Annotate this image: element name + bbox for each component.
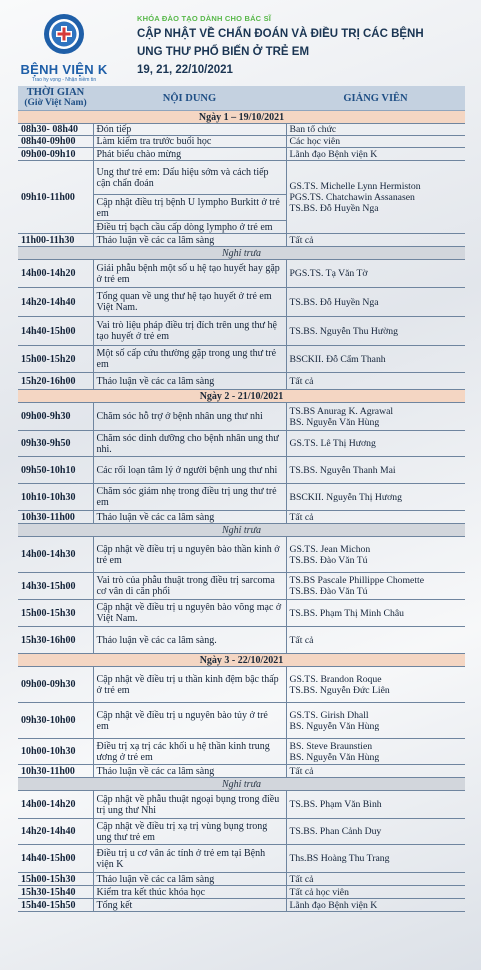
session-content: Thảo luận về các ca lâm sàng. [93, 627, 286, 654]
session-lecturer: TS.BS. Phạm Thị Minh Châu [286, 600, 465, 627]
session-lecturer: BS. Nguyễn Văn Hùng [289, 720, 380, 732]
day-2-label: Ngày 2 - 21/10/2021 [18, 390, 465, 403]
session-lecturer: TS.BS. Đào Văn Tú [289, 554, 368, 566]
session-content: Chăm sóc dinh dưỡng cho bệnh nhân ung thư nhi. [93, 431, 286, 457]
table-row [18, 346, 465, 373]
lunch-break-label: Nghỉ trưa [18, 778, 465, 791]
session-time: 15h00-15h20 [18, 346, 93, 373]
time-column-header: THỜI GIAN (Giờ Việt Nam) [18, 86, 93, 111]
session-time: 08h30- 08h40 [18, 124, 93, 136]
table-row [18, 703, 465, 739]
session-time: 10h30-11h00 [18, 765, 93, 778]
day-1-label: Ngày 1 – 19/10/2021 [18, 111, 465, 124]
lunch-break-label: Nghỉ trưa [18, 247, 465, 260]
session-lecturer: TS.BS Pascale Phillippe Chomette [289, 575, 425, 586]
session-lecturer: Tất cả [286, 873, 465, 886]
session-time: 14h20-14h40 [18, 819, 93, 845]
session-content: Cập nhật điều trị bệnh U lympho Burkitt ở trẻ em [93, 195, 286, 221]
session-lecturer: GS.TS. Brandon Roque [289, 673, 382, 685]
table-row [18, 403, 465, 431]
session-content: Cập nhật về điều trị u nguyên bào võng mạc ở Việt Nam. [93, 600, 286, 627]
time-zone-note: (Giờ Việt Nam) [24, 98, 87, 108]
session-content: Thảo luận về các ca lâm sàng [93, 234, 286, 247]
session-time: 14h00-14h20 [18, 791, 93, 819]
session-content: Chăm sóc hỗ trợ ở bệnh nhân ung thư nhi [93, 403, 286, 431]
session-time: 11h00-11h30 [18, 234, 93, 247]
session-time: 14h30-15h00 [18, 573, 93, 600]
session-content: Điều trị bạch cầu cấp dòng lympho ở trẻ em [93, 221, 286, 234]
table-row [18, 845, 465, 873]
session-content: Thảo luận về các ca lâm sàng [93, 765, 286, 778]
session-content: Đón tiếp [93, 124, 286, 136]
session-content: Vai trò của phẫu thuật trong điều trị sarcoma cơ vân di căn phổi [93, 573, 286, 600]
session-time: 08h40-09h00 [18, 136, 93, 148]
table-row [18, 573, 465, 600]
session-lecturer: GS.TS. Jean Michon [289, 543, 371, 555]
session-content: Các rối loạn tâm lý ở người bệnh ung thư nhi [93, 457, 286, 484]
table-row [18, 484, 465, 511]
table-row [18, 511, 465, 524]
session-time: 14h00-14h30 [18, 537, 93, 573]
session-content: Chăm sóc giảm nhẹ trong điều trị ung thư trẻ em [93, 484, 286, 511]
table-row [18, 161, 465, 195]
session-time: 15h20-16h00 [18, 373, 93, 390]
session-time: 15h30-16h00 [18, 627, 93, 654]
table-row [18, 317, 465, 346]
session-time: 15h00-15h30 [18, 873, 93, 886]
schedule-table [18, 86, 465, 912]
table-row [18, 136, 465, 148]
table-row [18, 886, 465, 899]
session-time: 10h10-10h30 [18, 484, 93, 511]
session-lecturer: Tất cả [286, 234, 465, 247]
session-time: 09h00-9h30 [18, 403, 93, 431]
session-content: Ung thư trẻ em: Dấu hiệu sớm và cách tiếp cận chẩn đoán [93, 161, 286, 195]
session-time: 14h40-15h00 [18, 845, 93, 873]
course-subtitle: KHÓA ĐÀO TẠO DÀNH CHO BÁC SĨ [137, 14, 272, 23]
session-time: 14h00-14h20 [18, 260, 93, 288]
session-lecturer: Tất cả học viên [286, 886, 465, 899]
day-1-header-row [18, 111, 465, 124]
lecturer-column-header: GIẢNG VIÊN [286, 86, 465, 111]
session-lecturer: GS.TS. Lê Thị Hương [286, 431, 465, 457]
session-lecturer: BSCKII. Đỗ Cẩm Thanh [286, 346, 465, 373]
session-lecturer: Tất cả [286, 627, 465, 654]
session-time: 09h30-9h50 [18, 431, 93, 457]
session-lecturer: PGS.TS. Chatchawin Assanasen [289, 191, 415, 203]
session-lecturer: Ban tổ chức [286, 124, 465, 136]
session-content: Cập nhật về điều trị u thần kinh đệm bậc thấp ở trẻ em [93, 667, 286, 703]
session-lecturer-group [286, 739, 465, 765]
table-row [18, 739, 465, 765]
session-lecturer: Tất cả [286, 765, 465, 778]
session-lecturer: TS.BS. Nguyễn Thu Hường [286, 317, 465, 346]
session-lecturer: BS. Nguyễn Văn Hùng [289, 416, 380, 428]
course-dates: 19, 21, 22/10/2021 [137, 64, 233, 76]
session-lecturer-group [286, 667, 465, 703]
session-content: Thảo luận về các ca lâm sàng [93, 873, 286, 886]
session-content: Tổng kết [93, 899, 286, 912]
session-lecturer-group [286, 537, 465, 573]
hospital-logo [18, 12, 110, 83]
lunch-break-row [18, 524, 465, 537]
session-time: 15h00-15h30 [18, 600, 93, 627]
table-row [18, 819, 465, 845]
content-column-header: NỘI DUNG [93, 86, 286, 111]
table-row [18, 899, 465, 912]
table-row [18, 667, 465, 703]
session-lecturer: BS. Steve Braunstien [289, 740, 373, 752]
table-row [18, 148, 465, 161]
table-row [18, 260, 465, 288]
hospital-tagline: Trao hy vọng - Nhận niềm tin [31, 77, 97, 83]
session-lecturer: TS.BS. Đỗ Huyền Nga [286, 288, 465, 317]
session-lecturer-group [286, 403, 465, 431]
session-content: Một số cấp cứu thường gặp trong ung thư trẻ em [93, 346, 286, 373]
session-time: 10h30-11h00 [18, 511, 93, 524]
session-time: 10h00-10h30 [18, 739, 93, 765]
hospital-emblem-icon [42, 12, 86, 56]
session-content: Làm kiểm tra trước buổi học [93, 136, 286, 148]
table-row [18, 791, 465, 819]
session-lecturer-group [286, 161, 465, 234]
session-lecturer-group [286, 703, 465, 739]
session-content: Phát biểu chào mừng [93, 148, 286, 161]
day-2-header-row [18, 390, 465, 403]
session-content: Điều trị u cơ vân ác tính ở trẻ em tại Bệnh viện K [93, 845, 286, 873]
table-header-row [18, 86, 465, 111]
table-row [18, 431, 465, 457]
session-lecturer: Tất cả [286, 511, 465, 524]
session-lecturer: GS.TS. Girish Dhall [289, 709, 369, 721]
page-header [0, 0, 481, 86]
session-content: Thảo luận về các ca lâm sàng [93, 511, 286, 524]
lunch-break-row [18, 778, 465, 791]
session-content: Cập nhật về điều trị xạ trị vùng bụng trong ung thư trẻ em [93, 819, 286, 845]
session-lecturer: TS.BS. Phan Cảnh Duy [286, 819, 465, 845]
session-content: Cập nhật về điều trị u nguyên bào tủy ở trẻ em [93, 703, 286, 739]
session-lecturer: Lãnh đạo Bệnh viện K [286, 148, 465, 161]
lunch-break-row [18, 247, 465, 260]
session-lecturer: Ths.BS Hoàng Thu Trang [286, 845, 465, 873]
session-lecturer: GS.TS. Michelle Lynn Hermiston [289, 180, 421, 192]
course-title-line-1: CẬP NHẬT VỀ CHẨN ĐOÁN VÀ ĐIỀU TRỊ CÁC BỆNH [137, 28, 424, 40]
day-3-header-row [18, 654, 465, 667]
session-time: 09h50-10h10 [18, 457, 93, 484]
session-time: 14h20-14h40 [18, 288, 93, 317]
day-3-label: Ngày 3 - 22/10/2021 [18, 654, 465, 667]
table-row [18, 873, 465, 886]
session-content: Giải phẫu bệnh một số u hệ tạo huyết hay gặp ở trẻ em [93, 260, 286, 288]
session-time: 09h30-10h00 [18, 703, 93, 739]
session-lecturer: TS.BS. Phạm Văn Bình [286, 791, 465, 819]
session-lecturer: TS.BS. Đào Văn Tú [289, 586, 368, 597]
table-row [18, 288, 465, 317]
table-row [18, 627, 465, 654]
session-content: Tổng quan về ung thư hệ tạo huyết ở trẻ em Việt Nam. [93, 288, 286, 317]
session-lecturer: Tất cả [286, 373, 465, 390]
session-time: 14h40-15h00 [18, 317, 93, 346]
session-lecturer-group [286, 573, 465, 600]
session-lecturer: PGS.TS. Tạ Văn Tờ [286, 260, 465, 288]
course-title-line-2: UNG THƯ PHỔ BIẾN Ở TRẺ EM [137, 46, 310, 58]
session-lecturer: Các học viên [286, 136, 465, 148]
session-content: Cập nhật về phẫu thuật ngoại bụng trong điều trị ung thư Nhi [93, 791, 286, 819]
session-time: 09h00-09h30 [18, 667, 93, 703]
lunch-break-label: Nghỉ trưa [18, 524, 465, 537]
session-lecturer: BS. Nguyễn Văn Hùng [289, 751, 380, 763]
session-time: 15h30-15h40 [18, 886, 93, 899]
session-content: Thảo luận về các ca lâm sàng [93, 373, 286, 390]
table-row [18, 600, 465, 627]
table-row [18, 765, 465, 778]
session-content: Vai trò liệu pháp điều trị đích trên ung thư hệ tạo huyết ở trẻ em [93, 317, 286, 346]
session-content: Điều trị xạ trị các khối u hệ thần kinh trung ương ở trẻ em [93, 739, 286, 765]
table-row [18, 537, 465, 573]
session-lecturer: Lãnh đạo Bệnh viện K [286, 899, 465, 912]
session-time: 09h00-09h10 [18, 148, 93, 161]
session-content: Kiểm tra kết thúc khóa học [93, 886, 286, 899]
session-time: 09h10-11h00 [18, 161, 93, 234]
session-lecturer: TS.BS. Nguyễn Đức Liên [289, 684, 390, 696]
session-lecturer: TS.BS. Đỗ Huyền Nga [289, 202, 379, 214]
session-lecturer: TS.BS Anurag K. Agrawal [289, 405, 394, 417]
table-row [18, 124, 465, 136]
table-row [18, 373, 465, 390]
table-row [18, 234, 465, 247]
session-time: 15h40-15h50 [18, 899, 93, 912]
session-lecturer: BSCKII. Nguyễn Thị Hương [286, 484, 465, 511]
hospital-name: BỆNH VIỆN K [20, 62, 108, 77]
session-content: Cập nhật về điều trị u nguyên bào thần kinh ở trẻ em [93, 537, 286, 573]
table-row [18, 457, 465, 484]
session-lecturer: TS.BS. Nguyễn Thanh Mai [286, 457, 465, 484]
